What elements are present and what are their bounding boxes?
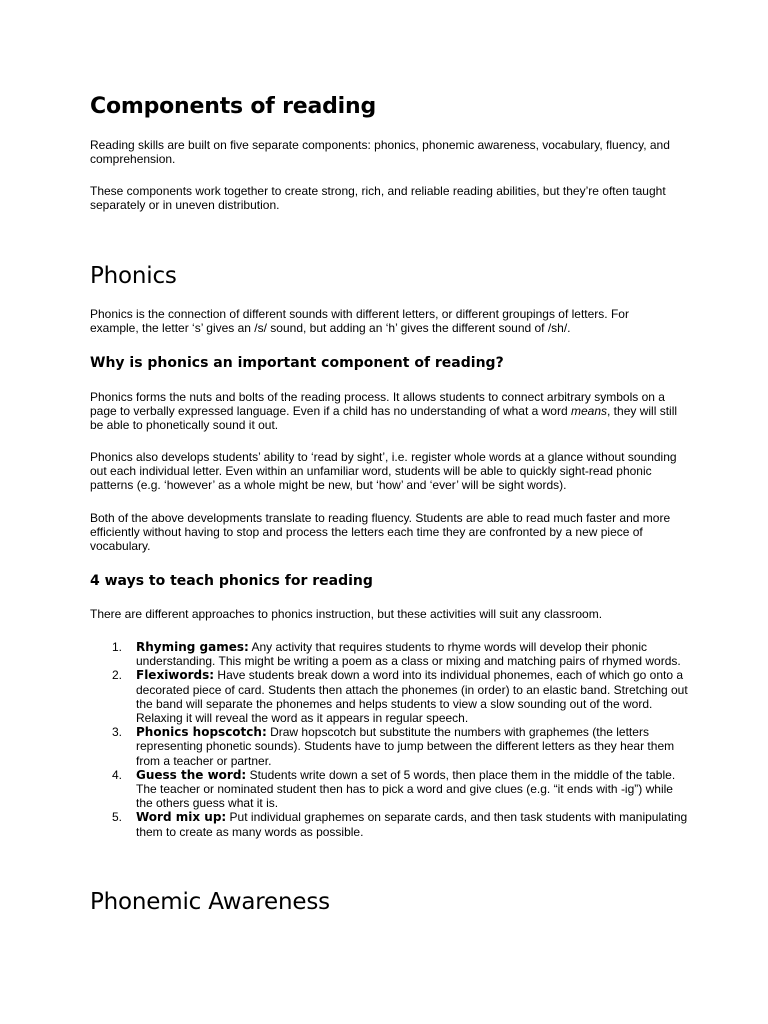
list-text: Draw hopscotch but substitute the numbers with graphemes (the letters representing phonetic sounds). Students have to jump between the different letters as they hear them from a teacher or partner.: [136, 725, 675, 768]
list-text: Any activity that requires students to rhyme words will develop their phonic understanding. This might be writing a poem as a class or mixing and matching pairs of rhymed words.: [136, 640, 681, 669]
why-phonics-paragraph-3: Both of the above developments translate to reading fluency. Students are able to read much faster and more efficiently without having to stop and process the letters each time they are confronted by a new piece of vocabulary.: [90, 511, 671, 554]
components-paragraph-2: These components work together to create strong, rich, and reliable reading abilities, but they’re often taught separately or in uneven distribution.: [90, 184, 666, 213]
why-p1-start: Phonics forms the nuts and bolts of the reading process. It allows students to connect arbitrary symbols on a page to verbally expressed language. Even if a child has no understanding of what a word: [90, 390, 665, 419]
list-text: Put individual graphemes on separate cards, and then task students with manipulating them to create as many words as possible.: [136, 810, 688, 839]
list-item: [90, 768, 690, 811]
list-number: 2.: [112, 668, 123, 683]
phonics-paragraph-1: Phonics is the connection of different sounds with different letters, or different groupings of letters. For example, the letter ‘s’ gives an /s/ sound, but adding an ‘h’ gives the different sound of /sh/.: [90, 307, 629, 336]
why-phonics-paragraph-1: [90, 390, 680, 433]
ways-heading: 4 ways to teach phonics for reading: [90, 573, 373, 589]
list-number: 4.: [112, 767, 123, 782]
list-text: Students write down a set of 5 words, then place them in the middle of the table. The teacher or nominated student then has to pick a word and give clues (e.g. “it ends with -ig”) while the others guess what it is.: [136, 767, 676, 811]
components-heading: Components of reading: [90, 94, 377, 119]
list-item: [90, 668, 690, 725]
list-number: 1.: [112, 640, 123, 654]
list-term: Flexiwords:: [136, 668, 215, 683]
list-item: [90, 725, 690, 768]
list-item: [90, 810, 690, 838]
list-text: Have students break down a word into its individual phonemes, each of which go onto a decorated piece of card. Students then attach the phonemes (in order) to an elastic band. Stretching out the band will separate the phonemes and helps students to view a slow sounding out of the word. Relaxing it will reveal the word as it appears in regular speech.: [136, 668, 688, 726]
why-phonics-paragraph-2: Phonics also develops students’ ability to ‘read by sight’, i.e. register whole words at a glance without sounding out each individual letter. Even within an unfamiliar word, students will be able to quickly sight-read phonic patterns (e.g. ‘however’ as a whole might be new, but ‘how’ and ‘ever’ will be sight words).: [90, 450, 677, 493]
list-term: Rhyming games:: [136, 640, 249, 654]
why-phonics-heading: Why is phonics an important component of reading?: [90, 355, 504, 371]
list-number: 3.: [112, 725, 123, 740]
list-term: Phonics hopscotch:: [136, 725, 267, 740]
phonics-activities-list: [90, 640, 690, 839]
list-item: [90, 640, 690, 668]
list-number: 5.: [112, 810, 123, 825]
why-p1-emphasis: means: [570, 404, 608, 419]
why-p1-end: , they will still be able to phonetically sound it out.: [90, 404, 678, 433]
list-term: Guess the word:: [136, 767, 247, 782]
components-paragraph-1: Reading skills are built on five separate components: phonics, phonemic awareness, vocabulary, fluency, and comprehension.: [90, 138, 670, 167]
phonemic-awareness-heading: Phonemic Awareness: [90, 889, 330, 915]
list-term: Word mix up:: [136, 810, 227, 825]
ways-intro: There are different approaches to phonics instruction, but these activities will suit any classroom.: [90, 607, 603, 621]
phonics-heading: Phonics: [90, 263, 177, 289]
